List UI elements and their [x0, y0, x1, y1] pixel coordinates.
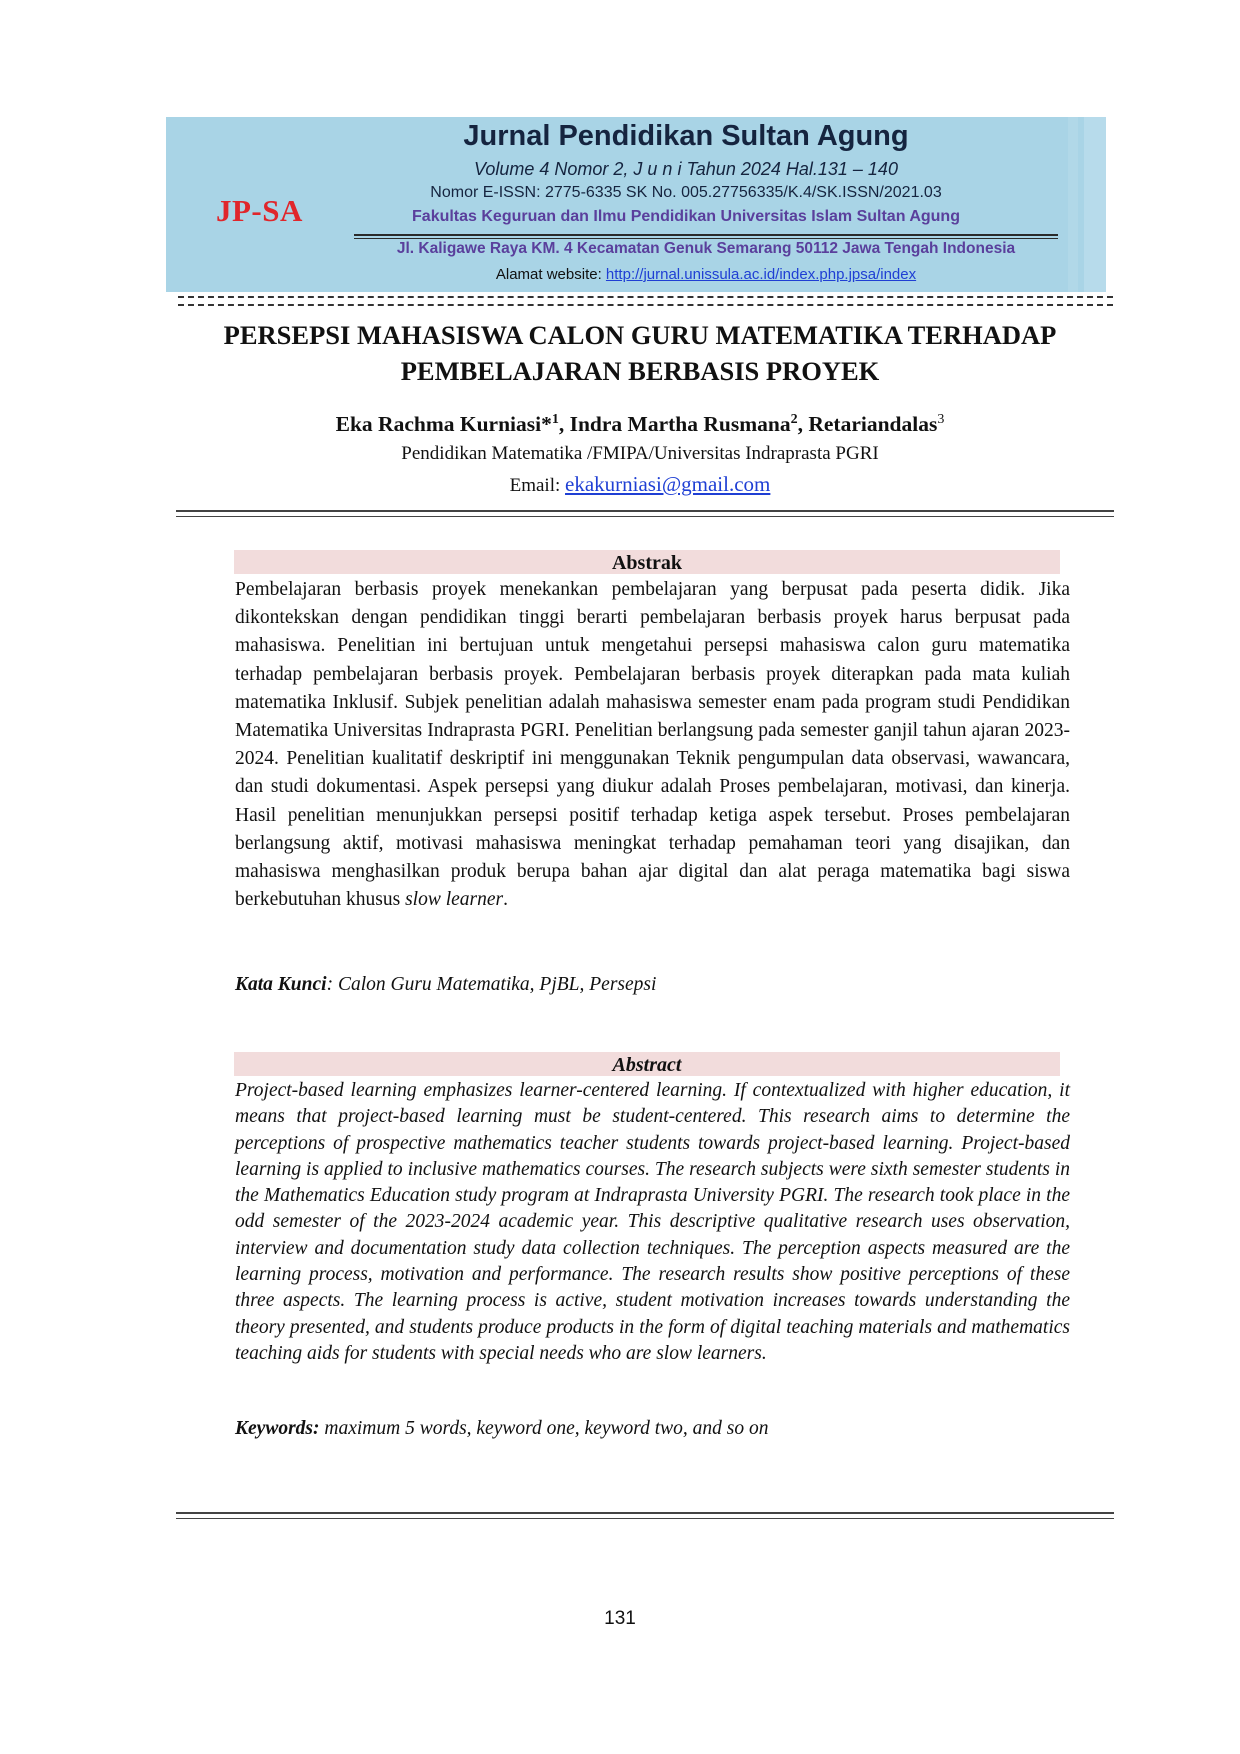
abstract-heading: Abstract [234, 1052, 1060, 1076]
author-affil-mark: 2 [790, 412, 798, 427]
separator-rule [176, 510, 1114, 517]
author-name: Eka Rachma Kurniasi* [335, 412, 552, 437]
header-decoration [1068, 117, 1078, 292]
title-line: PERSEPSI MAHASISWA CALON GURU MATEMATIKA TERHADAP [223, 320, 1057, 350]
paper-title [150, 317, 1130, 389]
faculty-line: Fakultas Keguruan dan Ilmu Pendidikan Universitas Islam Sultan Agung [412, 208, 960, 225]
journal-title: Jurnal Pendidikan Sultan Agung [463, 120, 909, 152]
volume-line: Volume 4 Nomor 2, J u n i Tahun 2024 Hal.131 – 140 [474, 159, 898, 179]
author-affil-mark: 1 [551, 412, 559, 427]
keywords-label: Keywords: [235, 1418, 320, 1439]
author-list [150, 412, 1130, 437]
abstrak-heading: Abstrak [234, 550, 1060, 574]
website-label: Alamat website: [495, 266, 606, 283]
separator-rule [176, 1512, 1114, 1519]
author-separator: , [797, 412, 809, 437]
page-number: 131 [604, 1608, 636, 1629]
kata-kunci-label: Kata Kunci [235, 974, 327, 995]
kata-kunci-text: : Calon Guru Matematika, PjBL, Persepsi [326, 974, 657, 995]
abstrak-text: Pembelajaran berbasis proyek menekankan pembelajaran yang berpusat pada peserta didik. Jika dikontekskan dengan pendidikan tinggi berarti pembelajaran berbasis proyek harus berpusat pada mahasiswa. Penelitian ini bertujuan untuk mengetahui persepsi mahasiswa calon guru matematika terhadap pembelajaran berbasis proyek. Pembelajaran berbasis proyek diterapkan pada mata kuliah matematika Inklusif. Subjek penelitian adalah mahasiswa semester enam pada program studi Pendidikan Matematika Universitas Indraprasta PGRI. Penelitian berlangsung pada semester ganjil tahun ajaran 2023-2024. Penelitian kualitatif deskriptif ini menggunakan Teknik pengumpulan data observasi, wawancara, dan studi dokumentasi. Aspek persepsi yang diukur adalah Proses pembelajaran, motivasi, dan kinerja. Hasil penelitian menunjukkan persepsi positif terhadap ketiga aspek tersebut. Proses pembelajaran berlangsung aktif, motivasi mahasiswa meningkat terhadap pemahaman teori yang disajikan, dan mahasiswa menghasilkan produk berupa bahan ajar digital dan alat peraga matematika bagi siswa berkebutuhan khusus [235, 579, 1070, 911]
website-line [356, 266, 1056, 283]
header-rule [354, 238, 1058, 239]
address-line: Jl. Kaligawe Raya KM. 4 Kecamatan Genuk Semarang 50112 Jawa Tengah Indonesia [396, 240, 1016, 257]
kata-kunci [235, 974, 1070, 996]
author-separator: , [558, 412, 570, 437]
journal-logo: JP-SA [216, 193, 303, 228]
abstrak-text-end: . [503, 889, 508, 911]
author-name: Indra Martha Rusmana [569, 412, 791, 437]
journal-header [166, 117, 1106, 292]
email-label: Email: [509, 475, 566, 496]
header-rule [354, 234, 1058, 236]
title-line: PEMBELAJARAN BERBASIS PROYEK [400, 356, 880, 386]
website-link[interactable]: http://jurnal.unissula.ac.id/index.php.jpsa/index [605, 266, 917, 283]
issn-line: Nomor E-ISSN: 2775-6335 SK No. 005.27756335/K.4/SK.ISSN/2021.03 [430, 184, 942, 201]
header-decoration [1084, 117, 1106, 292]
separator-rule [178, 296, 1113, 306]
keywords [235, 1418, 1070, 1440]
author-affil-mark: 3 [937, 412, 945, 427]
abstrak-body [235, 576, 1070, 914]
email-line [150, 472, 1130, 497]
abstract-body: Project-based learning emphasizes learner-centered learning. If contextualized with higher education, it means that project-based learning must be student-centered. This research aims to determine the perceptions of prospective mathematics teacher students towards project-based learning. Project-based learning is applied to inclusive mathematics courses. The research subjects were sixth semester students in the Mathematics Education study program at Indraprasta University PGRI. The research took place in the odd semester of the 2023-2024 academic year. This descriptive qualitative research uses observation, interview and documentation study data collection techniques. The perception aspects measured are the learning process, motivation and performance. The research results show positive perceptions of these three aspects. The learning process is active, student motivation increases towards understanding the theory presented, and students produce products in the form of digital teaching materials and mathematics teaching aids for students with special needs who are slow learners. [235, 1080, 1070, 1364]
affiliation: Pendidikan Matematika /FMIPA/Universitas Indraprasta PGRI [401, 443, 879, 464]
author-name: Retariandalas [808, 412, 938, 437]
abstrak-text-italic: slow learner [405, 889, 504, 911]
keywords-text: maximum 5 words, keyword one, keyword two, and so on [319, 1418, 769, 1439]
email-link[interactable]: ekakurniasi@gmail.com [565, 472, 771, 496]
